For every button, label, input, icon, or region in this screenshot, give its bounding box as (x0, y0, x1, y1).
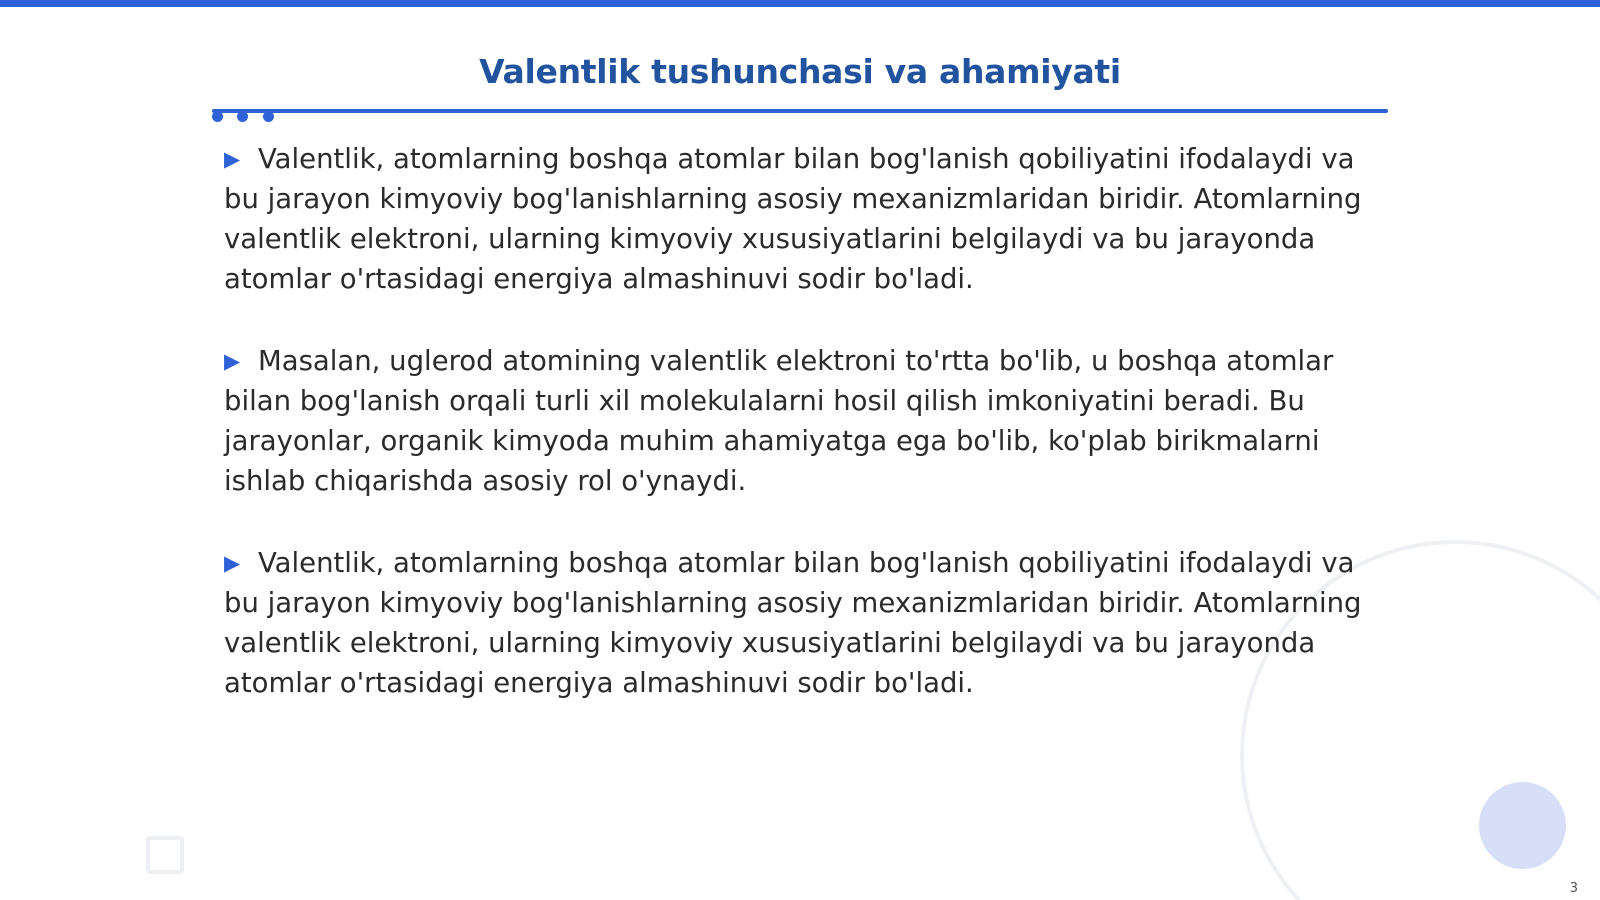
bullet-item (224, 139, 1374, 299)
bullet-item (224, 341, 1374, 501)
title-underline (212, 109, 1388, 113)
triangle-bullet-icon: ▶ (224, 147, 241, 171)
bullet-item (224, 543, 1374, 703)
decorative-square (146, 836, 184, 874)
decorative-dot (237, 111, 248, 122)
triangle-bullet-icon: ▶ (224, 551, 241, 575)
top-accent-bar (0, 0, 1600, 7)
bullet-text: Masalan, uglerod atomining valentlik elektroni to'rtta bo'lib, u boshqa atomlar bilan bog'lanish orqali turli xil molekulalarni hosil qilish imkoniyatini beradi. Bu jarayonlar, organik kimyoda muhim ahamiyatga ega bo'lib, ko'plab birikmalarni ishlab chiqarishda asosiy rol o'ynaydi. (224, 345, 1334, 497)
decorative-circle (1479, 782, 1566, 869)
decorative-dot (212, 111, 223, 122)
decorative-dot (263, 111, 274, 122)
bullet-text: Valentlik, atomlarning boshqa atomlar bilan bog'lanish qobiliyatini ifodalaydi va bu jarayon kimyoviy bog'lanishlarning asosiy mexanizmlaridan biridir. Atomlarning valentlik elektroni, ularning kimyoviy xususiyatlarini belgilaydi va bu jarayonda atomlar o'rtasidagi energiya almashinuvi sodir bo'ladi. (224, 547, 1362, 699)
bullet-text: Valentlik, atomlarning boshqa atomlar bilan bog'lanish qobiliyatini ifodalaydi va bu jarayon kimyoviy bog'lanishlarning asosiy mexanizmlaridan biridir. Atomlarning valentlik elektroni, ularning kimyoviy xususiyatlarini belgilaydi va bu jarayonda atomlar o'rtasidagi energiya almashinuvi sodir bo'ladi. (224, 143, 1362, 295)
page-number: 3 (1569, 881, 1578, 896)
title-dots (212, 111, 276, 125)
bullet-list (224, 139, 1374, 745)
triangle-bullet-icon: ▶ (224, 349, 241, 373)
slide-title: Valentlik tushunchasi va ahamiyati (479, 52, 1121, 91)
